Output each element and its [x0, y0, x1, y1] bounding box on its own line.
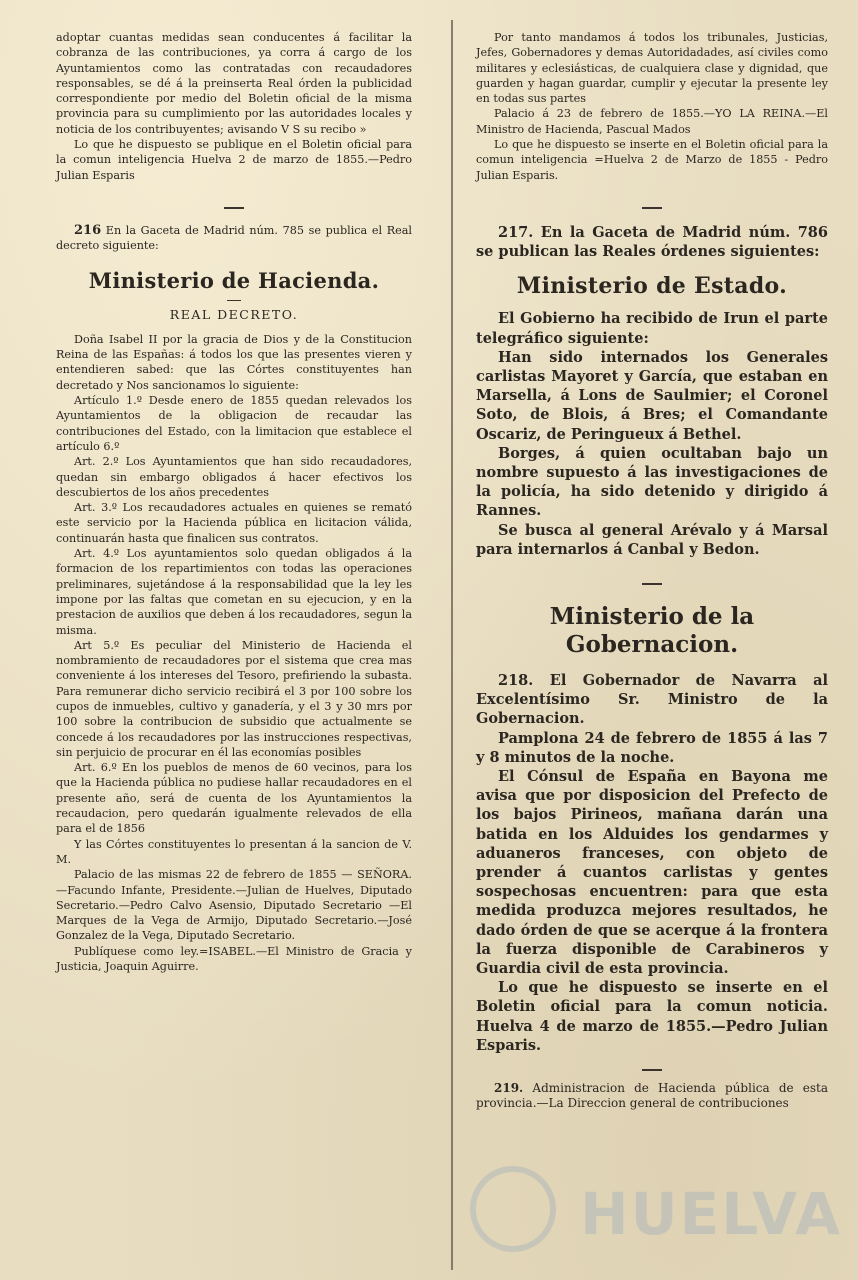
item-217-number: 217.: [498, 223, 534, 241]
cortes-paragraph: Y las Córtes constituyentes lo presentan á la sancion de V. M.: [56, 837, 412, 866]
gobernacion-paragraph-1: Pamplona 24 de febrero de 1855 á las 7 y 8 minutos de la noche.: [476, 729, 828, 766]
real-decreto-heading: REAL DECRETO.: [169, 306, 299, 322]
item-217-text: En la Gaceta de Madrid núm. 786 se publican las Reales órdenes siguientes:: [476, 223, 828, 261]
estado-paragraph-2: Han sido internados los Generales carlistas Mayoret y García, que estaban en Marsella, á Lons de Saulmier; el Coronel Soto, de Blois, á Bres; el Comandante Oscariz, de Peringueux á Bethel.: [476, 348, 828, 443]
item-219-heading: [476, 1081, 828, 1112]
item-216-text: En la Gaceta de Madrid núm. 785 se publica el Real decreto siguiente:: [56, 223, 412, 253]
gobernacion-paragraph-2: El Cónsul de España en Bayona me avisa que por disposicion del Prefecto de los bajos Pirineos, mañana darán una batida en los Alduides los gendarmes y aduaneros franceses, con objeto de prender á cuantos carlistas y gentes sospechosas encuentren: para que esta medida produzca mejores resultados, he dado órden de que se acerque á la frontera la fuerza disponible de Carabineros y Guardia civil de esta provincia.: [476, 768, 828, 978]
watermark-text: HUELVA: [580, 1180, 843, 1248]
item-217-heading: [476, 223, 828, 261]
left-column: [56, 30, 412, 974]
section-separator: [476, 583, 828, 585]
item-218-heading: [476, 671, 828, 729]
item-219-number: 219.: [494, 1081, 524, 1096]
column-divider: [451, 20, 453, 1270]
palacio-reina-paragraph: Palacio á 23 de febrero de 1855.—YO LA REINA.—El Ministro de Hacienda, Pascual Mados: [476, 107, 828, 136]
item-219-text: Administracion de Hacienda pública de esta provincia.—La Direccion general de contribuciones: [476, 1081, 828, 1111]
title-rule: [227, 300, 241, 301]
estado-paragraph-4: Se busca al general Arévalo y á Marsal para internarlos á Canbal y Bedon.: [476, 521, 828, 558]
seal-icon: [470, 1166, 556, 1252]
section-separator: [476, 1069, 828, 1071]
item-216-number: 216: [74, 222, 102, 238]
ministry-hacienda-title: Ministerio de Hacienda.: [88, 267, 380, 293]
estado-paragraph-3: Borges, á quien ocultaban bajo un nombre supuesto á las investigaciones de la policía, ha sido detenido y dirigido á Rannes.: [476, 444, 828, 520]
article-4: Art. 4.º Los ayuntamientos solo quedan obligados á la formacion de los repartimientos con todas las operaciones preliminares, sujetándose á la responsabilidad que la ley les impone por las faltas que cometan en su ejecucion, y en la prestacion de auxilios que deben á los recaudadores, segun la misma.: [56, 547, 412, 637]
mandamos-paragraph: Por tanto mandamos á todos los tribunales, Justicias, Jefes, Gobernadores y demas Autoridadades, así civiles como militares y eclesiásticas, de cualquiera clase y dignidad, que guarden y hagan guardar, cumplir y ejecutar la presente ley en todas sus partes: [476, 31, 828, 106]
estado-paragraph-1: El Gobierno ha recibido de Irun el parte telegráfico siguiente:: [476, 310, 828, 347]
right-column: [476, 30, 828, 1112]
decree-intro: Doña Isabel II por la gracia de Dios y de la Constitucion Reina de las Españas: á todos los que las presentes vieren y entendieren sabed: que las Córtes constituyentes han decretado y Nos sancionamos lo siguiente:: [56, 332, 412, 392]
dispuesto-paragraph: Lo que he dispuesto se publique en el Boletin oficial para la comun inteligencia Huelva 2 de marzo de 1855.—Pedro Julian Esparis: [56, 138, 412, 182]
item-216-heading: [56, 223, 412, 254]
item-218-number: 218.: [498, 672, 534, 690]
article-6: Art. 6.º En los pueblos de menos de 60 vecinos, para los que la Hacienda pública no pudiese hallar recaudadores en el presente año, será de cuenta de los Ayuntamientos la recaudacion, pero quedarán igualmente relevados de ella para el de 1856: [56, 761, 412, 836]
publiquese-paragraph: Publíquese como ley.=ISABEL.—El Ministro de Gracia y Justicia, Joaquin Aguirre.: [56, 944, 412, 974]
section-separator: [56, 207, 412, 209]
item-217-block: [476, 223, 828, 1055]
huelva-watermark: [470, 1162, 843, 1262]
ministry-estado-title: Ministerio de Estado.: [516, 273, 788, 300]
palacio-signatures: Palacio de las mismas 22 de febrero de 1855 — SEÑORA.—Facundo Infante, Presidente.—Julian de Huelves, Diputado Secretario.—Pedro Calvo Asensio, Diputado Secretario —El Marques de la Vega de Armijo, Diputado Secretario.—José Gonzalez de la Vega, Diputado Secretario.: [56, 868, 412, 943]
section-separator: [476, 207, 828, 209]
dispuesto-paragraph-right: Lo que he dispuesto se inserte en el Boletin oficial para la comun inteligencia =Huelva 2 de Marzo de 1855 - Pedro Julian Esparis.: [476, 138, 828, 182]
article-2: Art. 2.º Los Ayuntamientos que han sido recaudadores, quedan sin embargo obligados á hacer efectivos los descubiertos de los años precedentes: [56, 455, 412, 499]
gobernacion-paragraph-3: Lo que he dispuesto se inserte en el Boletin oficial para la comun noticia. Huelva 4 de marzo de 1855.—Pedro Julian Esparis.: [476, 979, 828, 1054]
continuation-paragraph: adoptar cuantas medidas sean conducentes á facilitar la cobranza de las contribuciones, ya corra á cargo de los Ayuntamientos como las contratadas con recaudadores responsables, se dé á la preinserta Real órden la publicidad correspondiente por medio del Boletin oficial de la misma provincia para su cumplimiento por las autoridades locales y noticia de los contribuyentes; avisando V S su recibo »: [56, 31, 412, 136]
ministry-gobernacion-title: Ministerio de la Gobernacion.: [549, 603, 755, 659]
article-3: Art. 3.º Los recaudadores actuales en quienes se remató este servicio por la Hacienda pública en licitacion válida, continuarán hasta que finalicen sus contratos.: [56, 501, 412, 545]
item-218-text: El Gobernador de Navarra al Excelentísimo Sr. Ministro de la Gobernacion.: [476, 672, 828, 728]
article-1: Artículo 1.º Desde enero de 1855 quedan relevados los Ayuntamientos de la obligacion de recaudar las contribuciones del Estado, con la limitacion que establece el artículo 6.º: [56, 394, 412, 453]
article-5: Art 5.º Es peculiar del Ministerio de Hacienda el nombramiento de recaudadores por el sistema que crea mas conveniente á los intereses del Tesoro, prefiriendo la subasta. Para remunerar dicho servicio recibirá el 3 por 100 sobre los cupos de inmuebles, cultivo y ganadería, y el 3 y 30 mrs por 100 sobre la contribucion de subsidio que actualmente se concede á los recaudadores por las instrucciones respectivas, sin perjuicio de procurar en él las economías posibles: [56, 638, 412, 759]
